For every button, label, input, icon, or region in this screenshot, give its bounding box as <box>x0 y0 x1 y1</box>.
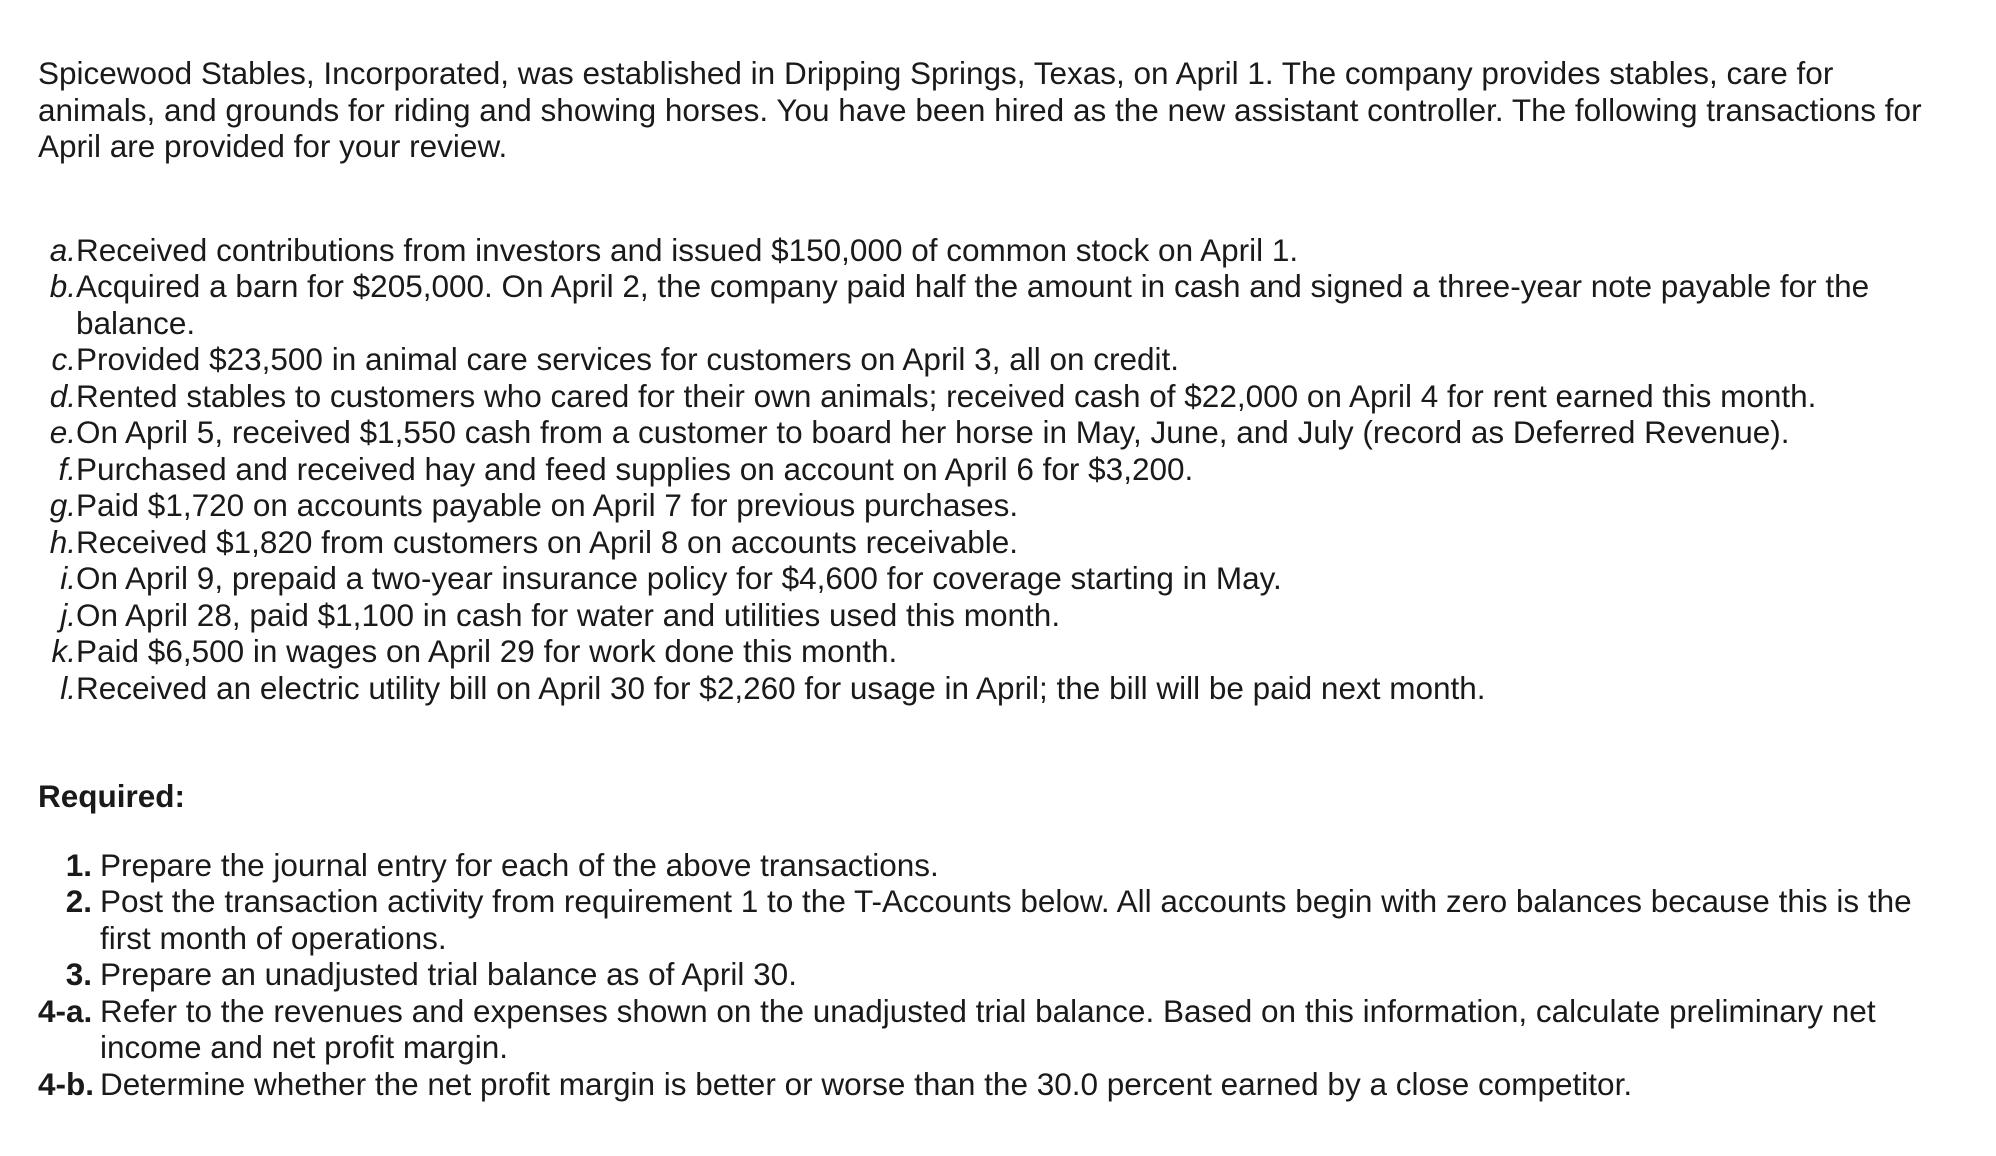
transaction-text: Purchased and received hay and feed supplies on account on April 6 for $3,200. <box>76 450 1194 487</box>
requirement-number: 4-a. <box>38 992 93 1029</box>
requirement-item-2 <box>38 883 1958 956</box>
transaction-letter: c. <box>51 341 76 377</box>
transaction-text: On April 28, paid $1,100 in cash for water and utilities used this month. <box>76 596 1061 633</box>
transaction-letter: d. <box>49 377 76 414</box>
requirement-item-1 <box>38 847 1958 884</box>
transaction-item-d <box>38 378 1958 415</box>
transaction-text: On April 9, prepaid a two-year insurance policy for $4,600 for coverage starting in May. <box>76 560 1282 596</box>
transaction-item-h <box>38 524 1958 561</box>
transaction-letter: j. <box>60 596 76 633</box>
transaction-item-a <box>38 232 1958 269</box>
transaction-text: On April 5, received $1,550 cash from a customer to board her horse in May, June, and July (record as Deferred Revenue). <box>76 414 1790 450</box>
transaction-item-g <box>38 487 1958 524</box>
transaction-item-k <box>38 633 1958 670</box>
required-heading: Required: <box>38 778 186 814</box>
requirement-text: Post the transaction activity from requirement 1 to the T-Accounts below. All accounts begin with zero balances because this is the first month of operations. <box>100 883 1912 956</box>
transaction-item-l <box>38 670 1958 707</box>
transaction-list <box>38 232 1958 707</box>
transaction-letter: k. <box>51 633 76 669</box>
requirement-item-4b <box>38 1066 1958 1103</box>
problem-statement <box>38 55 1958 1102</box>
transaction-letter: h. <box>49 523 76 560</box>
transaction-letter: e. <box>49 414 76 450</box>
transaction-text: Paid $1,720 on accounts payable on April 7 for previous purchases. <box>76 487 1019 523</box>
transaction-text: Received $1,820 from customers on April 8 on accounts receivable. <box>76 523 1019 560</box>
transaction-text: Acquired a barn for $205,000. On April 2, the company paid half the amount in cash and signed a three-year note payable for the balance. <box>76 268 1870 341</box>
transaction-letter: a. <box>49 231 76 268</box>
transaction-text: Received contributions from investors and issued $150,000 of common stock on April 1. <box>76 231 1299 268</box>
requirement-text: Refer to the revenues and expenses shown on the unadjusted trial balance. Based on this information, calculate preliminary net income and net profit margin. <box>100 992 1876 1065</box>
intro-paragraph: Spicewood Stables, Incorporated, was established in Dripping Springs, Texas, on April 1. The company provides stables, care for animals, and grounds for riding and showing horses. You have been hired as the new assistant controller. The following transactions for April are provided for your review. <box>38 55 1922 164</box>
transaction-text: Rented stables to customers who cared for their own animals; received cash of $22,000 on April 4 for rent earned this month. <box>76 377 1817 414</box>
transaction-item-c <box>38 341 1958 378</box>
requirement-number: 4-b. <box>38 1065 95 1102</box>
requirement-text: Determine whether the net profit margin is better or worse than the 30.0 percent earned by a close competitor. <box>100 1065 1633 1102</box>
transaction-letter: f. <box>58 450 76 487</box>
transaction-letter: i. <box>60 560 76 596</box>
transaction-text: Received an electric utility bill on April 30 for $2,260 for usage in April; the bill will be paid next month. <box>76 669 1486 706</box>
requirement-item-4a <box>38 993 1958 1066</box>
transaction-letter: g. <box>49 487 76 523</box>
requirement-number: 1. <box>65 846 92 883</box>
transaction-text: Paid $6,500 in wages on April 29 for work done this month. <box>76 633 898 669</box>
transaction-item-b <box>38 268 1958 341</box>
transaction-item-j <box>38 597 1958 634</box>
requirement-text: Prepare an unadjusted trial balance as of April 30. <box>100 956 797 992</box>
requirement-number: 2. <box>65 883 92 919</box>
requirement-text: Prepare the journal entry for each of the above transactions. <box>100 846 939 883</box>
transaction-letter: b. <box>49 268 76 304</box>
requirements-list <box>38 847 1958 1103</box>
requirement-item-3 <box>38 956 1958 993</box>
transaction-text: Provided $23,500 in animal care services for customers on April 3, all on credit. <box>76 341 1180 377</box>
transaction-letter: l. <box>60 669 76 706</box>
transaction-item-e <box>38 414 1958 451</box>
transaction-item-f <box>38 451 1958 488</box>
requirement-number: 3. <box>65 956 92 992</box>
transaction-item-i <box>38 560 1958 597</box>
